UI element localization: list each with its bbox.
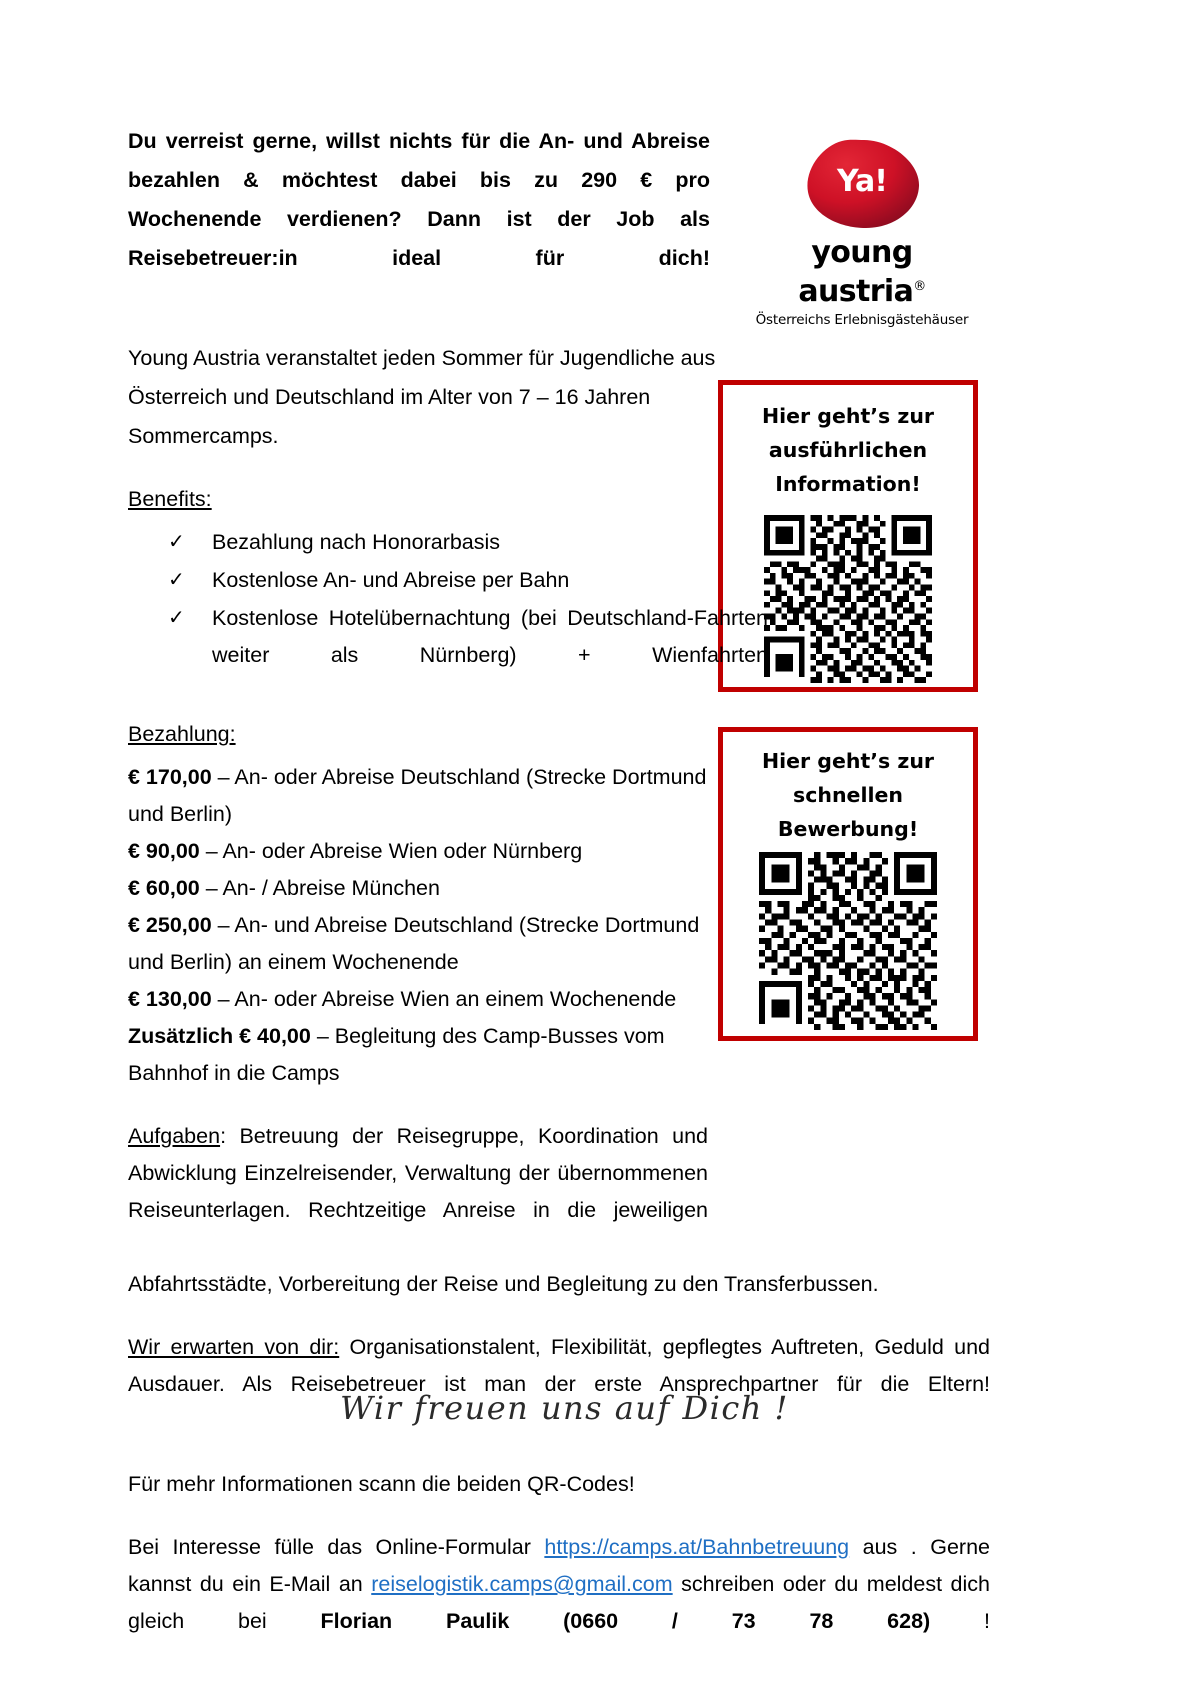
- qr-box-bewerbung-title: Hier geht’s zur schnellen Bewerbung!: [761, 749, 935, 841]
- tasks-text: : Betreuung der Reisegruppe, Koordination und Abwicklung Einzelreisender, Verwaltung der übernommenen Reiseunterlagen. Rechtzeitige Anreise in die jeweiligen: [128, 1124, 708, 1222]
- contact-text-4: !: [930, 1609, 990, 1633]
- payment-description: – An- oder Abreise Wien oder Nürnberg: [199, 839, 583, 863]
- contact-person: Florian Paulik (0660 / 73 78 628): [320, 1609, 931, 1633]
- logo-mark-text: Ya!: [837, 164, 887, 199]
- tasks-label: Aufgaben: [128, 1124, 221, 1148]
- intro-paragraph: Young Austria veranstaltet jeden Sommer für Jugendliche aus Österreich und Deutschland im Alter von 7 – 16 Jahren Sommercamps.: [128, 346, 716, 448]
- qr-hint-paragraph: Für mehr Informationen scann die beiden QR-Codes!: [128, 1472, 635, 1496]
- expectations-label: Wir erwarten von dir:: [128, 1335, 340, 1359]
- payment-row: [128, 981, 728, 1018]
- benefit-text: Kostenlose Hotelübernachtung (bei Deutschland-Fahrten weiter als Nürnberg) + Wienfahrten: [212, 606, 768, 667]
- list-item: [168, 562, 768, 599]
- contact-paragraph: [128, 1529, 990, 1677]
- benefit-text: Kostenlose An- und Abreise per Bahn: [212, 568, 570, 592]
- closing-line: Wir freuen uns auf Dich !: [340, 1389, 789, 1427]
- check-icon: ✓: [168, 607, 185, 629]
- payment-description: – Begleitung des Camp-Busses vom Bahnhof in die Camps: [128, 1024, 665, 1085]
- expectations-text: Organisationstalent, Flexibilität, gepflegtes Auftreten, Geduld und Ausdauer. Als Reisebetreuer ist man der erste Ansprechpartner für die Eltern!: [128, 1335, 990, 1396]
- document-body: [128, 122, 990, 1677]
- contact-text-3: schreiben oder du meldest dich gleich bei: [128, 1572, 990, 1633]
- benefits-list: [128, 524, 768, 711]
- contact-text-1: Bei Interesse fülle das Online-Formular: [128, 1535, 545, 1559]
- registered-mark: ®: [913, 279, 926, 294]
- benefit-text: Bezahlung nach Honorarbasis: [212, 530, 501, 554]
- payment-row: [128, 1018, 728, 1092]
- logo-tagline: Österreichs Erlebnisgästehäuser: [755, 312, 969, 328]
- payment-description: – An- oder Abreise Deutschland (Strecke Dortmund und Berlin): [128, 765, 707, 826]
- payment-amount: Zusätzlich € 40,00: [128, 1024, 311, 1048]
- payment-amount: € 90,00: [128, 839, 200, 863]
- payment-row: [128, 907, 728, 981]
- benefits-heading: Benefits:: [128, 487, 212, 511]
- contact-text-2: aus . Gerne kannst du ein E-Mail an: [128, 1535, 990, 1596]
- payment-amount: € 170,00: [128, 765, 212, 789]
- tasks-paragraph: [128, 1118, 708, 1266]
- payment-heading: Bezahlung:: [128, 722, 236, 746]
- logo-name-text: young austria: [798, 235, 914, 309]
- qr-box-information-title: Hier geht’s zur ausführlichen Information!: [761, 404, 935, 496]
- payment-amount: € 60,00: [128, 876, 200, 900]
- payment-row: [128, 870, 728, 907]
- payment-amount: € 250,00: [128, 913, 212, 937]
- payment-row: [128, 833, 728, 870]
- list-item: [168, 600, 768, 711]
- payment-amount: € 130,00: [128, 987, 212, 1011]
- payment-description: – An- oder Abreise Wien an einem Wochenende: [211, 987, 677, 1011]
- tasks-paragraph-tail: Abfahrtsstädte, Vorbereitung der Reise und Begleitung zu den Transferbussen.: [128, 1272, 879, 1296]
- lead-paragraph: Du verreist gerne, willst nichts für die An- und Abreise bezahlen & möchtest dabei bis zu 290 € pro Wochenende verdienen? Dann ist der Job als Reisebetreuer:in ideal für dich!: [128, 129, 710, 270]
- check-icon: ✓: [168, 569, 185, 591]
- list-item: [168, 524, 768, 561]
- email-link[interactable]: reiselogistik.camps@gmail.com: [371, 1572, 673, 1596]
- payment-description: – An- / Abreise München: [199, 876, 440, 900]
- online-form-link[interactable]: https://camps.at/Bahnbetreuung: [544, 1535, 850, 1559]
- payment-description: – An- und Abreise Deutschland (Strecke Dortmund und Berlin) an einem Wochenende: [128, 913, 700, 974]
- check-icon: ✓: [168, 531, 185, 553]
- payment-row: [128, 759, 728, 833]
